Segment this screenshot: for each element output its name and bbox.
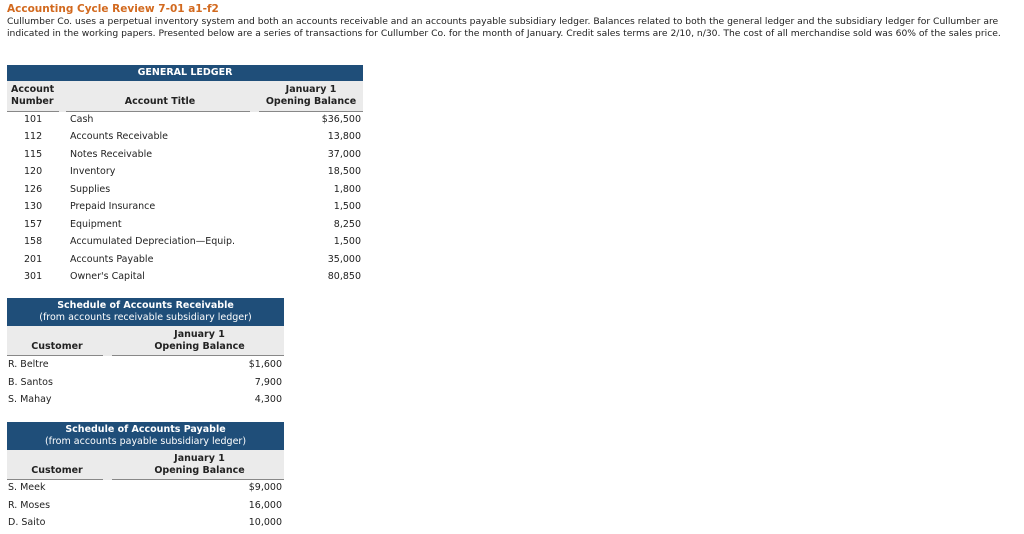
col-opening-balance-line2: Opening Balance <box>265 96 357 107</box>
customer-name: B. Santos <box>8 376 53 388</box>
col-account-title: Account Title <box>124 96 196 107</box>
general-ledger-column-headers <box>7 81 363 112</box>
ap-col-customer: Customer <box>31 465 83 476</box>
customer-name: R. Moses <box>8 499 51 511</box>
account-title: Equipment <box>70 218 122 230</box>
account-title: Cash <box>70 114 94 125</box>
account-title: Prepaid Insurance <box>70 201 156 213</box>
opening-balance: 7,900 <box>254 376 282 388</box>
account-number: 126 <box>24 183 43 195</box>
page-title: Accounting Cycle Review 7-01 a1-f2 <box>7 3 219 15</box>
ar-subtitle: (from accounts receivable subsidiary ledger) <box>39 311 252 323</box>
ledger-row <box>7 111 363 129</box>
opening-balance: 4,300 <box>254 394 282 405</box>
account-title: Accumulated Depreciation—Equip. <box>70 236 236 248</box>
ar-column-headers <box>7 326 284 356</box>
opening-balance: 80,850 <box>327 271 361 283</box>
accounts-receivable-header <box>7 298 284 326</box>
account-title: Inventory <box>70 166 116 178</box>
ap-column-headers <box>7 450 284 480</box>
account-number: 158 <box>24 236 43 248</box>
ar-row <box>7 391 284 409</box>
account-title: Accounts Payable <box>70 253 154 265</box>
ar-row <box>7 374 284 392</box>
ap-subtitle: (from accounts payable subsidiary ledger) <box>44 435 247 447</box>
col-account-number-line2: Number <box>11 96 54 107</box>
customer-name: D. Saito <box>8 517 46 528</box>
opening-balance: 16,000 <box>248 499 282 511</box>
opening-balance: 1,500 <box>333 236 361 248</box>
ledger-row <box>7 163 363 181</box>
ledger-row <box>7 146 363 164</box>
ledger-row <box>7 181 363 199</box>
account-number: 157 <box>24 218 43 230</box>
account-number: 301 <box>24 271 43 283</box>
opening-balance: 18,500 <box>327 166 361 178</box>
customer-name: R. Beltre <box>8 359 49 370</box>
ledger-row <box>7 233 363 251</box>
account-number: 120 <box>24 166 43 178</box>
opening-balance: $36,500 <box>321 114 361 125</box>
ap-col-balance-line2: Opening Balance <box>154 465 245 476</box>
opening-balance: 35,000 <box>327 253 361 265</box>
ap-col-balance-line1: January 1 <box>174 453 225 464</box>
customer-name: S. Mahay <box>8 394 52 405</box>
ar-col-balance-line2: Opening Balance <box>154 341 245 352</box>
account-number: 112 <box>24 131 43 143</box>
opening-balance: 1,800 <box>333 183 361 195</box>
accounts-payable-header <box>7 422 284 450</box>
general-ledger-header: GENERAL LEDGER <box>7 65 363 81</box>
ledger-row <box>7 251 363 269</box>
account-number: 201 <box>24 253 43 265</box>
ar-col-balance-line1: January 1 <box>174 329 225 340</box>
opening-balance: 37,000 <box>327 148 361 160</box>
ledger-row <box>7 268 363 286</box>
account-title: Notes Receivable <box>70 148 153 160</box>
opening-balance: 10,000 <box>248 517 282 528</box>
ar-col-customer: Customer <box>31 341 83 352</box>
ar-title: Schedule of Accounts Receivable <box>57 300 234 311</box>
col-opening-balance-line1: January 1 <box>285 84 337 95</box>
account-title: Owner's Capital <box>70 271 145 283</box>
account-title: Supplies <box>70 183 111 195</box>
ap-title: Schedule of Accounts Payable <box>65 424 226 435</box>
opening-balance: $9,000 <box>248 482 282 493</box>
opening-balance: 13,800 <box>327 131 361 143</box>
account-title: Accounts Receivable <box>70 131 169 143</box>
opening-balance: $1,600 <box>248 359 282 370</box>
col-account-number-line1: Account <box>11 84 55 95</box>
ap-row <box>7 514 284 532</box>
account-number: 130 <box>24 201 43 213</box>
ap-row <box>7 479 284 497</box>
customer-name: S. Meek <box>8 482 46 493</box>
ledger-row <box>7 216 363 234</box>
ledger-row <box>7 198 363 216</box>
opening-balance: 8,250 <box>333 218 361 230</box>
ap-row <box>7 497 284 515</box>
ar-row <box>7 356 284 374</box>
problem-description: Cullumber Co. uses a perpetual inventory system and both an accounts receivable and an accounts payable subsidiary ledger. Balances related to both the general ledger and the subsidiary ledger for Cullumber are indicated in the working papers. Presented below are a series of transactions for Cullumber Co. for the month of January. Credit sales terms are 2/10, n/30. The cost of all merchandise sold was 60% of the sales price. <box>7 16 1001 39</box>
account-number: 115 <box>24 148 43 160</box>
ledger-row <box>7 128 363 146</box>
opening-balance: 1,500 <box>333 201 361 213</box>
account-number: 101 <box>24 114 43 125</box>
